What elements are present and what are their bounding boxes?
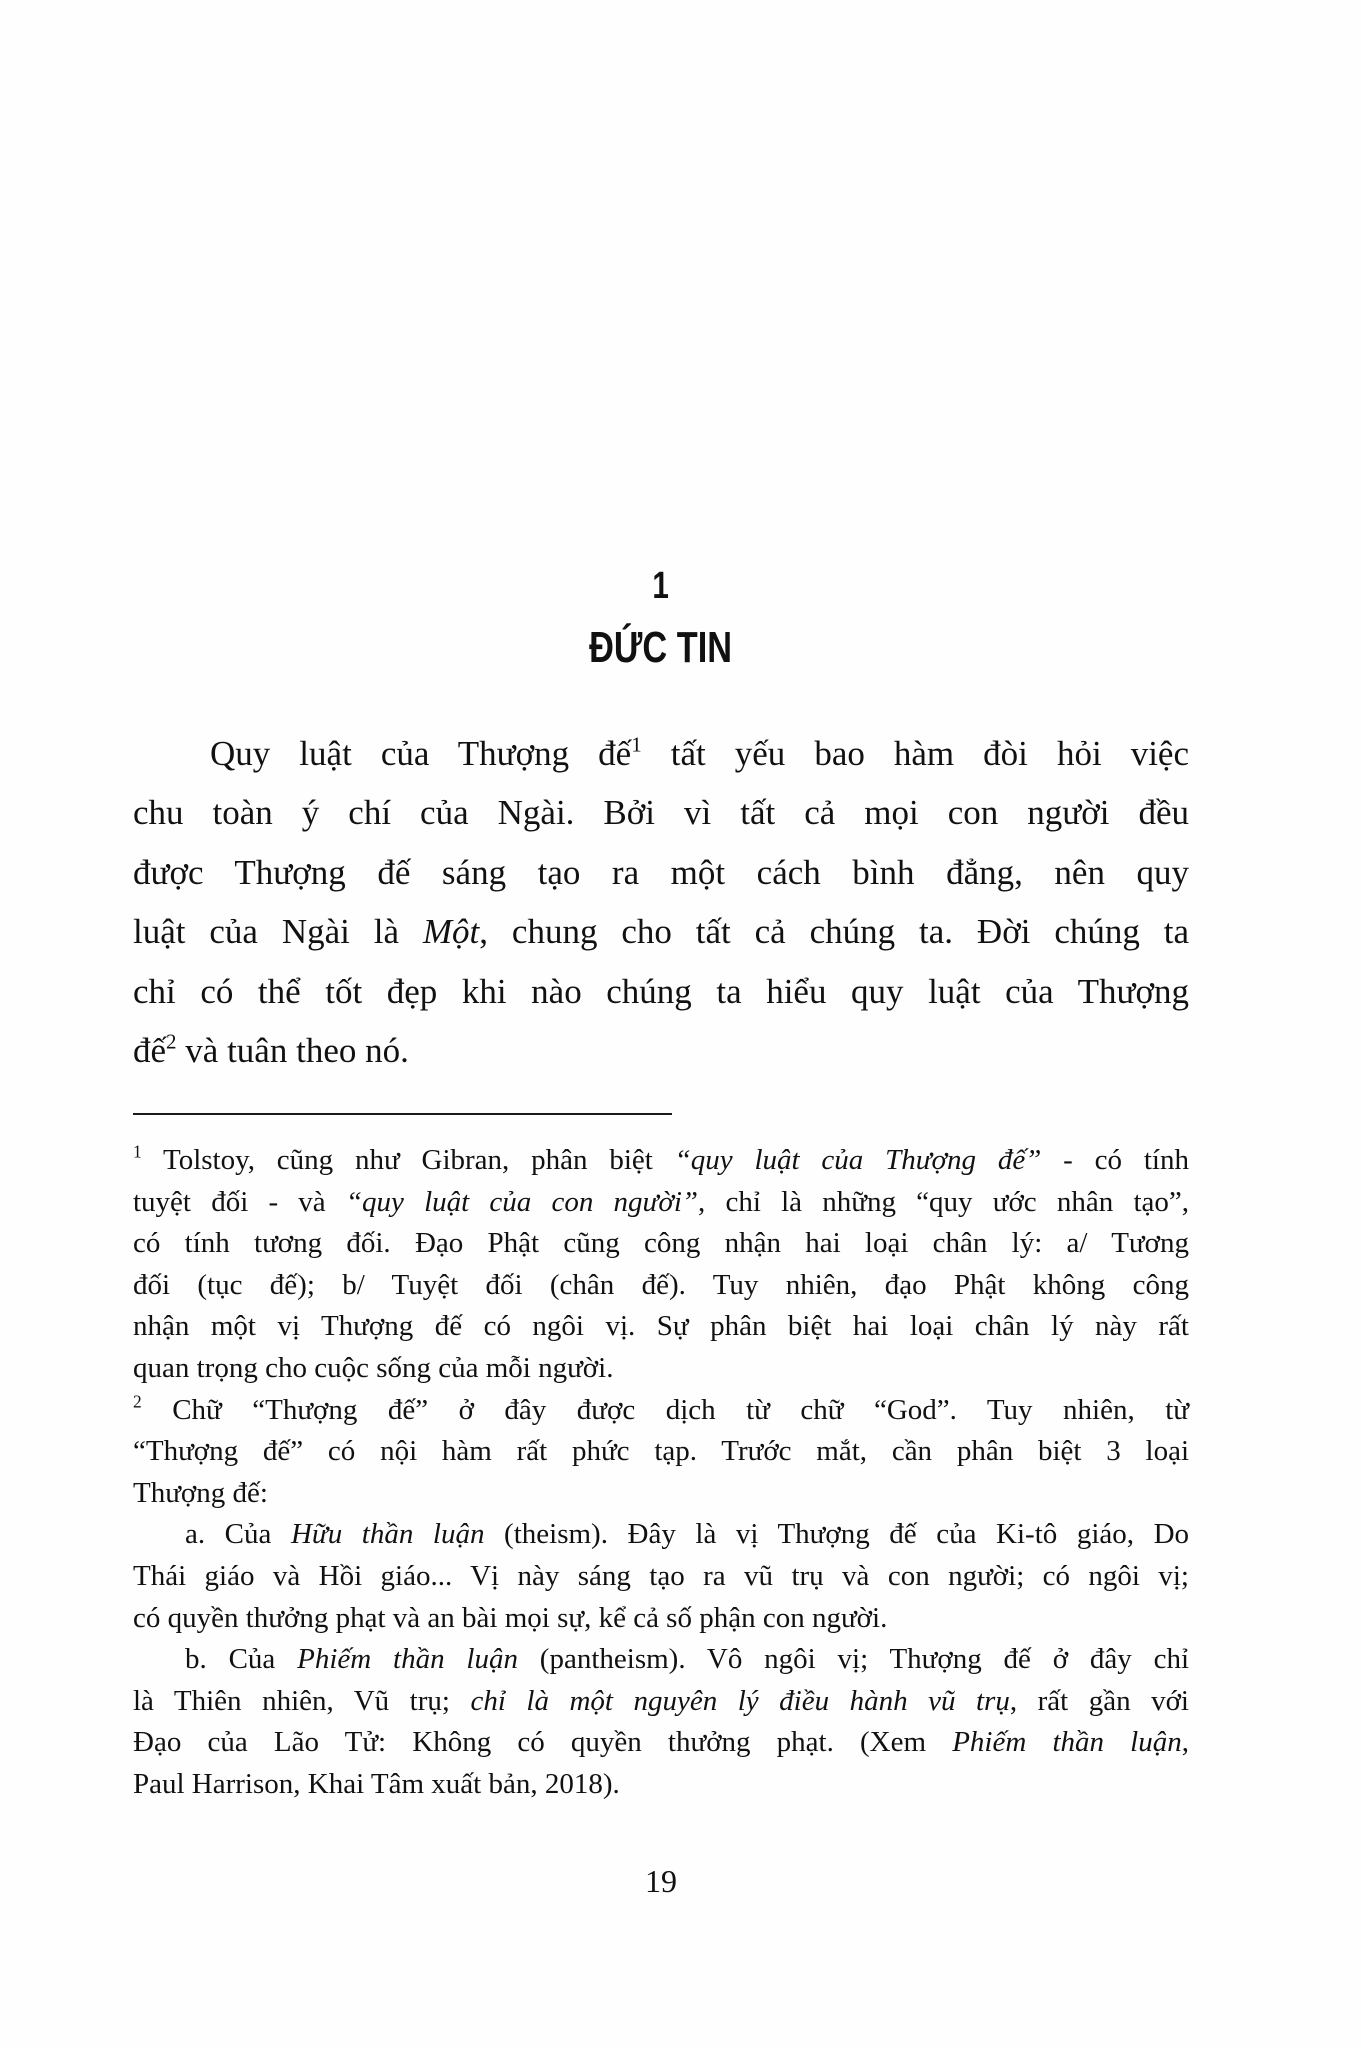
footnote-line [133, 1142, 1189, 1178]
text-run: luật của Ngài là [133, 912, 423, 952]
body-line [133, 910, 1189, 954]
text-run: Tolstoy, cũng như Gibran, phân biệt [141, 1144, 675, 1176]
text-run: (pantheism). Vô ngôi vị; Thượng đế ở đây chỉ [517, 1643, 1190, 1676]
text-run: (theism). Đây là vị Thượng đế của Ki-tô giáo, Do [484, 1518, 1190, 1551]
footnote-marker: 1 [133, 1141, 142, 1162]
footnote-line [185, 1641, 1189, 1677]
text-run: Chữ “Thượng đế” ở đây được dịch từ chữ “God”. Tuy nhiên, từ [141, 1393, 1189, 1426]
text-run: có quyền thưởng phạt và an bài mọi sự, kể cả số phận con người. [133, 1601, 888, 1634]
footnote-marker: 1 [631, 732, 642, 757]
text-run: Paul Harrison, Khai Tâm xuất bản, 2018). [133, 1768, 620, 1800]
footnote-line [133, 1475, 1189, 1511]
chapter-title-text: ĐỨC TIN [589, 623, 733, 672]
chapter-title [133, 622, 1189, 674]
text-run: , rất gần với [1009, 1684, 1189, 1717]
footnote-line [133, 1724, 1189, 1760]
text-run: Quy luật của Thượng đế [210, 734, 632, 773]
footnote-line [133, 1225, 1189, 1261]
text-run: , chung cho tất cả chúng ta. Đời chúng ta [479, 912, 1189, 952]
text-run: , [1181, 1726, 1189, 1759]
body-line [133, 851, 1189, 895]
footnote-divider [133, 1113, 672, 1115]
body-line [133, 1029, 1189, 1073]
text-run: đế [133, 1031, 167, 1070]
chapter-number-text: 1 [652, 565, 670, 607]
text-run: a. Của [185, 1518, 291, 1551]
text-run: - có tính [1041, 1144, 1189, 1176]
footnote-line [133, 1766, 1189, 1802]
text-run: và tuân theo nó. [176, 1031, 409, 1070]
italic-text: chỉ là một nguyên lý điều hành vũ trụ [470, 1684, 1010, 1717]
footnote-line [133, 1184, 1189, 1220]
page-number: 19 [645, 1863, 677, 1899]
text-run: , chỉ là những “quy ước nhân tạo”, [698, 1185, 1190, 1218]
text-run: Đạo của Lão Tử: Không có quyền thưởng phạt. (Xem [133, 1726, 953, 1759]
body-line [133, 970, 1189, 1014]
text-run: quan trọng cho cuộc sống của mỗi người. [133, 1352, 614, 1384]
text-run: tuyệt đối - và [133, 1185, 346, 1218]
footnote-line [133, 1392, 1189, 1428]
text-run: tất yếu bao hàm đòi hỏi việc [641, 734, 1189, 773]
footnote-line [185, 1516, 1189, 1552]
text-run: chu toàn ý chí của Ngài. Bởi vì tất cả mọi con người đều [133, 793, 1189, 833]
text-run: có tính tương đối. Đạo Phật cũng công nhận hai loại chân lý: a/ Tương [133, 1227, 1189, 1260]
italic-text: Phiếm thần luận [952, 1726, 1182, 1759]
footnote-line [133, 1267, 1189, 1303]
body-line [133, 791, 1189, 835]
text-run: Thái giáo và Hồi giáo... Vị này sáng tạo ra vũ trụ và con người; có ngôi vị; [133, 1560, 1189, 1592]
footnote-line [133, 1350, 1189, 1386]
text-run: b. Của [185, 1643, 298, 1676]
text-run: “Thượng đế” có nội hàm rất phức tạp. Trước mắt, cần phân biệt 3 loại [133, 1435, 1189, 1468]
footnote-line [133, 1558, 1189, 1594]
italic-text: Hữu thần luận [290, 1518, 485, 1551]
chapter-number [133, 566, 1189, 606]
footnote-marker: 2 [133, 1391, 142, 1412]
text-run: nhận một vị Thượng đế có ngôi vị. Sự phân biệt hai loại chân lý này rất [133, 1310, 1189, 1343]
footnote-marker: 2 [166, 1029, 177, 1054]
footnote-line [133, 1433, 1189, 1469]
italic-text: Phiếm thần luận [297, 1643, 518, 1676]
footnote-line [133, 1308, 1189, 1344]
italic-text: “quy luật của Thượng đế” [674, 1144, 1042, 1176]
text-run: được Thượng đế sáng tạo ra một cách bình đẳng, nên quy [133, 852, 1189, 892]
text-run: Thượng đế: [133, 1476, 268, 1509]
text-run: là Thiên nhiên, Vũ trụ; [133, 1684, 471, 1717]
text-run: đối (tục đế); b/ Tuyệt đối (chân đế). Tuy nhiên, đạo Phật không công [133, 1268, 1189, 1301]
text-run: chỉ có thể tốt đẹp khi nào chúng ta hiểu quy luật của Thượng [133, 971, 1189, 1011]
italic-text: “quy luật của con người” [345, 1185, 699, 1218]
footnote-line [133, 1683, 1189, 1719]
italic-text: Một [422, 912, 480, 952]
footnote-line [133, 1600, 1189, 1636]
body-line [210, 732, 1189, 776]
